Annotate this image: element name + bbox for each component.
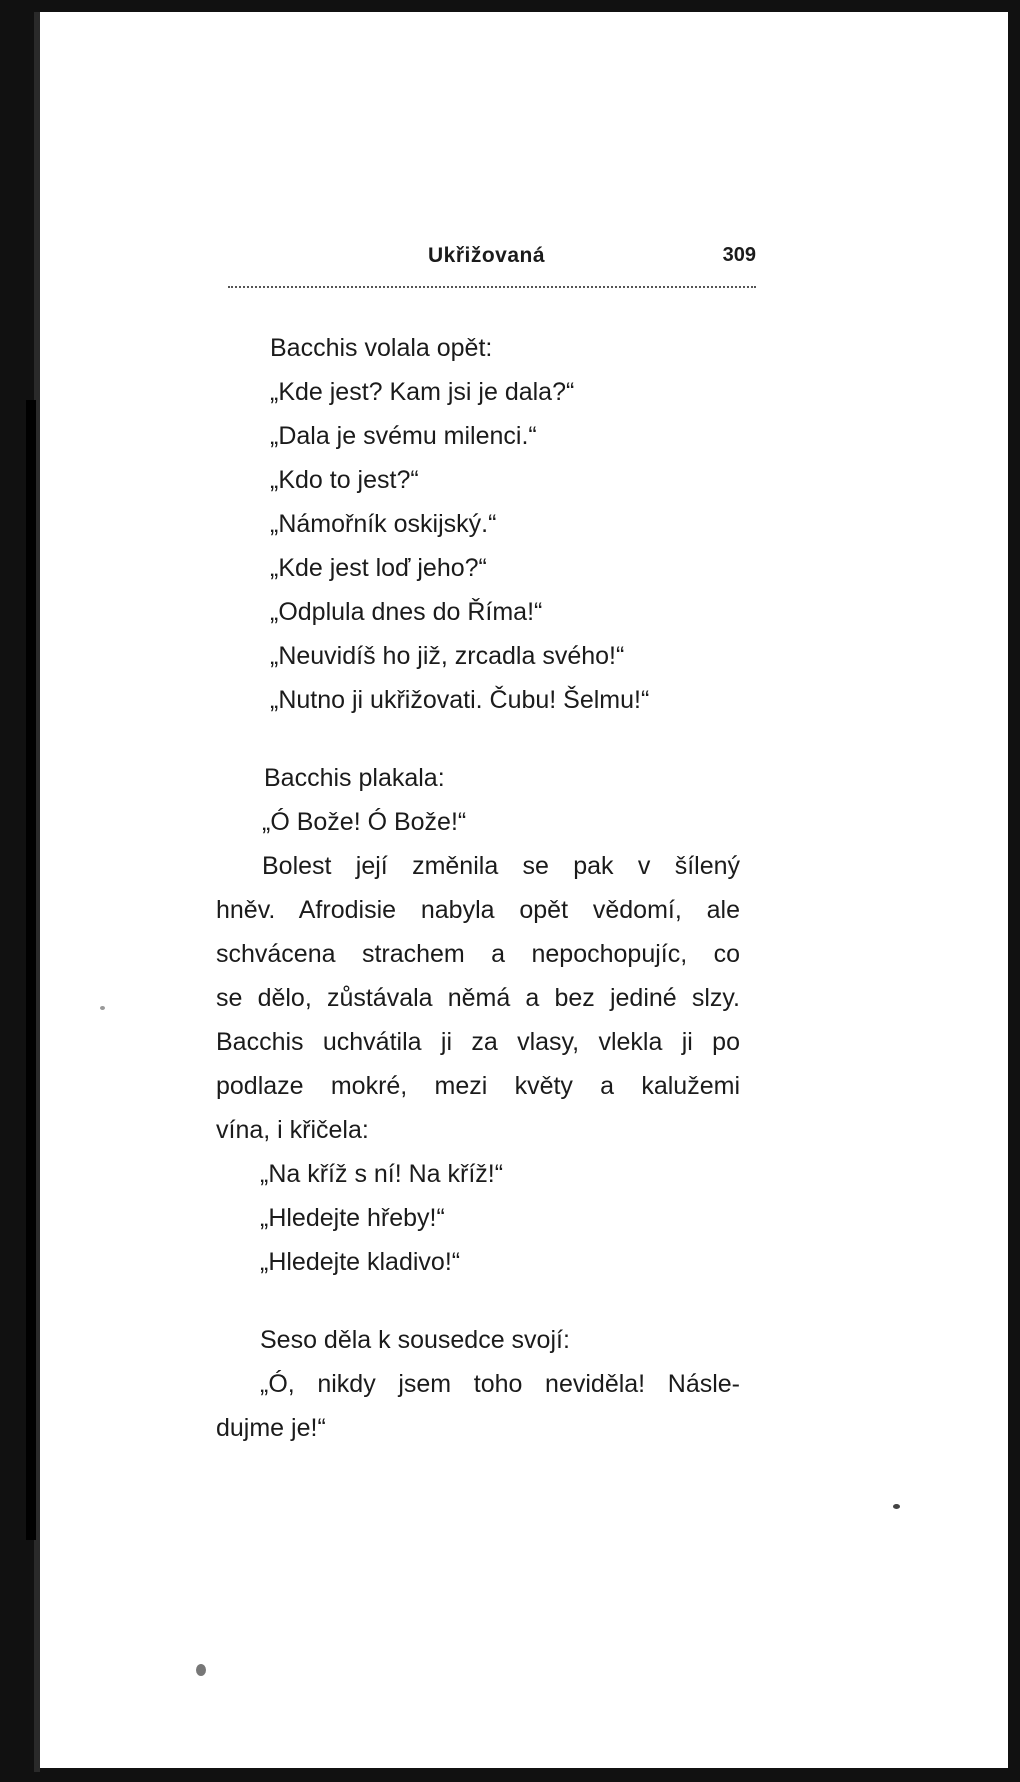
scan-edge-bottom [0,1768,1020,1782]
text-line: „Námořník oskijský.“ [270,510,497,538]
running-head: Ukřižovaná [428,244,546,267]
body-text [216,326,740,1450]
text-line: „Ó, nikdy jsem toho neviděla! Násle- [260,1370,740,1398]
scan-speck [196,1664,206,1676]
scan-edge-right [1008,0,1020,1782]
text-line: Bolest její změnila se pak v šílený [262,852,740,880]
page-header [228,244,756,274]
text-line: „Ó Bože! Ó Bože!“ [262,808,467,836]
paragraph-gap [216,1284,740,1318]
text-line: Bacchis volala opět: [270,334,493,362]
text-line: „Dala je svému milenci.“ [270,422,537,450]
paragraph-gap [216,722,740,756]
text-line: „Na kříž s ní! Na kříž!“ [260,1160,504,1188]
page-number: 309 [722,244,756,266]
paragraph-3 [216,1318,740,1450]
text-line: „Neuvidíš ho již, zrcadla svého!“ [270,642,625,670]
text-line: Bacchis plakala: [264,764,445,792]
text-line: „Hledejte hřeby!“ [260,1204,445,1232]
text-line: hněv. Afrodisie nabyla opět vědomí, ale [216,896,740,924]
text-line: se dělo, zůstávala němá a bez jediné slzy. [216,984,740,1012]
text-line: schvácena strachem a nepochopujíc, co [216,940,740,968]
text-line: podlaze mokré, mezi květy a kalužemi [216,1072,740,1100]
scan-speck [100,1006,105,1010]
text-line: „Kdo to jest?“ [270,466,419,494]
text-line: Bacchis uchvátila ji za vlasy, vlekla ji po [216,1028,740,1056]
paragraph-1 [216,326,740,722]
text-line: dujme je!“ [216,1414,326,1442]
text-line: „Kde jest? Kam jsi je dala?“ [270,378,575,406]
text-line: Seso děla k sousedce svojí: [260,1326,570,1354]
scan-speck [893,1504,900,1509]
book-spine-shadow [26,400,36,1540]
text-line: „Kde jest loď jeho?“ [270,554,487,582]
text-line: „Odplula dnes do Říma!“ [270,598,543,626]
text-line: vína, i křičela: [216,1116,369,1144]
text-line: „Nutno ji ukřižovati. Čubu! Šelmu!“ [270,686,650,714]
scan-edge-top [0,0,1020,12]
text-line: „Hledejte kladivo!“ [260,1248,461,1276]
paragraph-2 [216,756,740,1284]
header-rule [228,286,756,288]
